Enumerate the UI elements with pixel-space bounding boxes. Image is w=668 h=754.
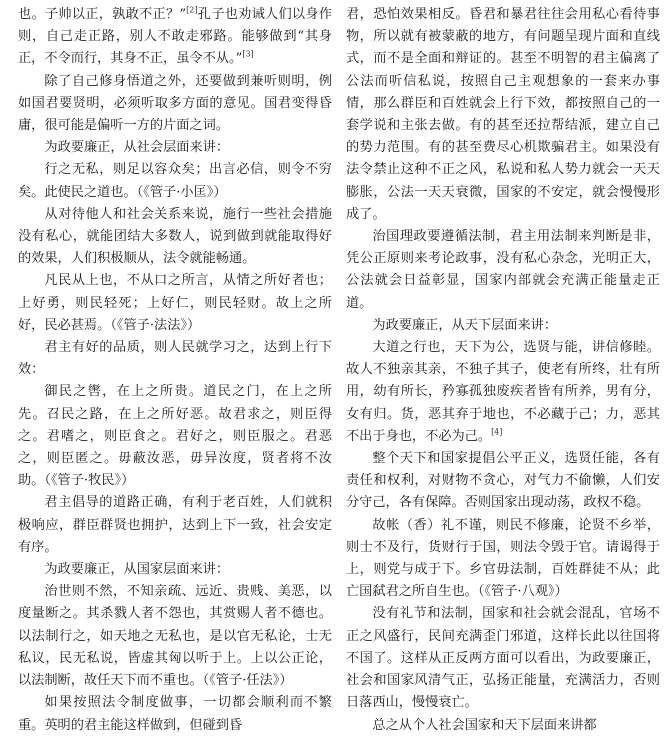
paragraph-text: 也。子帅以正，孰敢不正？”	[18, 7, 187, 22]
paragraph-r2	[346, 226, 660, 315]
paragraph-text: 从对待他人和社会关系来说，施行一些社会措施没有私心，就能团结大多数人，说到做到就能取得好的效果，人们积极顺从，法令就能畅通。	[18, 206, 332, 267]
paragraph-r5	[346, 448, 660, 515]
paragraph-text: 除了自己修身悟道之外，还要做到兼听则明，例如国君要贤明，必须听取多方面的意见。国君变得昏庸，很可能是偏听一方的片面之词。	[18, 73, 332, 134]
paragraph-l2	[18, 71, 332, 138]
paragraph-text: 治国理政要遵循法制，君主用法制来判断是非，凭公正原则来考论政事，没有私心杂念，光明正大，公法就会日益彰显，国家内部就会充满正能量走正道。	[346, 229, 660, 311]
paragraph-text: 整个天下和国家提倡公平正义，选贤任能，各有责任和权利，对财物不贪心，对气力不偷懒，人们安分守己，各有保障。否则国家出现动荡，政权不稳。	[346, 451, 660, 511]
paragraph-l7	[18, 337, 332, 381]
paragraph-r7	[346, 603, 660, 714]
paragraph-text: 大道之行也，天下为公，选贤与能，讲信修睦。故人不独亲其亲，不独子其子，使老有所终，壮有所用，幼有所长，矜寡孤独废疾者皆有所养，男有分，女有归。货，恶其弃于地也，不必藏于己；力，恶其不出于身也，不必为己。	[346, 340, 660, 444]
paragraph-l10	[18, 559, 332, 581]
paragraph-text: 总之从个人社会国家和天下层面来讲都	[372, 717, 597, 733]
paragraph-l6	[18, 270, 332, 337]
paragraph-text: 君主倡导的道路正确，有利于老百姓，人们就积极响应，群臣群贤也拥护，达到上下一致，社会安定有序。	[18, 495, 332, 555]
paragraph-l1	[18, 4, 332, 71]
paragraph-l5	[18, 204, 332, 271]
paragraph-r8	[346, 715, 660, 737]
paragraph-text: 治世则不然，不知亲疏、远近、贵贱、美恶，以度量断之。其杀戮人者不怨也，其赏赐人者不德也。以法制行之，如天地之无私也，是以官无私论，士无私议，民无私说，皆虚其匈以听于上。上以公正论，以法制断，故任天下而不重也。（《管子·任法》）	[18, 584, 332, 689]
footnote-marker: [2]	[186, 5, 198, 15]
paragraph-text: 没有礼节和法制，国家和社会就会混乱，官场不正之风盛行，民间充满歪门邪道，这样长此以往国将不国了。这样从正反两方面可以看出，为政要廉正，社会和国家风清气正，弘扬正能量，充满活力，否则日落西山，慢慢衰亡。	[346, 606, 660, 711]
paragraph-text: 为政要廉正，从天下层面来讲：	[372, 317, 558, 333]
paragraph-text: 为政要廉正，从国家层面来讲：	[44, 562, 230, 578]
paragraph-l12	[18, 692, 332, 736]
paragraph-l4	[18, 159, 332, 203]
paragraph-text: 孔子也劝诫人们以身作则，自己走正路，别人不敢走邪路。能够做到“其身正，不令而行，其身不正，虽令不从。”	[18, 7, 332, 67]
footnote-marker: [3]	[242, 50, 254, 60]
left-text-column	[18, 4, 332, 754]
paragraph-r4	[346, 337, 660, 448]
footnote-marker: [4]	[491, 427, 503, 437]
paragraph-text: 故帐（香）礼不谨，则民不修廉，论贤不乡举，则士不及行，货财行于国，则法令毁于官。请谒得于上，则党与成于下。乡官毋法制，百姓群徒不从；此亡国弑君之所自生也。（《管子·八观》）	[346, 517, 660, 600]
paragraph-text: 如果按照法令制度做事，一切都会顺利而不繁重。英明的君主能这样做到，但碰到昏	[18, 695, 332, 733]
paragraph-r3	[346, 315, 660, 337]
paragraph-text: 凡民从上也，不从口之所言，从情之所好者也；上好勇，则民轻死；上好仁，则民轻财。故上之所好，民必甚焉。（《管子·法法》）	[18, 273, 332, 333]
paragraph-text: 君主有好的品质，则人民就学习之，达到上行下效：	[18, 340, 332, 378]
paragraph-l8	[18, 381, 332, 492]
paragraph-r1	[346, 4, 660, 226]
paragraph-l3	[18, 137, 332, 159]
paragraph-text: 行之无私，则足以容众矣；出言必信，则令不穷矣。此使民之道也。（《管子·小匡》）	[18, 162, 332, 200]
paragraph-r6	[346, 515, 660, 604]
paragraph-l9	[18, 492, 332, 559]
paragraph-text: 御民之辔，在上之所贵。道民之门，在上之所先。召民之路，在上之所好恶。故君求之，则臣得之。君嗜之，则臣食之。君好之，则臣服之。君恶之，则臣匿之。毋蔽汝恶，毋异汝度，贤者将不汝助。（《管子·牧民》）	[18, 384, 332, 489]
right-text-column	[346, 4, 660, 754]
paragraph-text: 君，恐怕效果相反。昏君和暴君往往会用私心看待事物，所以就有被蒙蔽的地方，有问题呈现片面和直线式，而不是全面和辩证的。甚至不明智的君主偏离了公法而听信私说，按照自己主观想象的一套来办事情，那么群臣和百姓就会上行下效，都按照自己的一套学说和主张去做。有的甚至还拉帮结派，建立自己的势力范围。有的甚至费尽心机欺骗君主。如果没有法令禁止这种不正之风，私说和私人势力就会一天天膨胀，公法一天天衰微，国家的不安定，就会慢慢形成了。	[346, 7, 660, 222]
paragraph-text: 为政要廉正，从社会层面来讲：	[44, 140, 230, 156]
paragraph-l11	[18, 581, 332, 692]
